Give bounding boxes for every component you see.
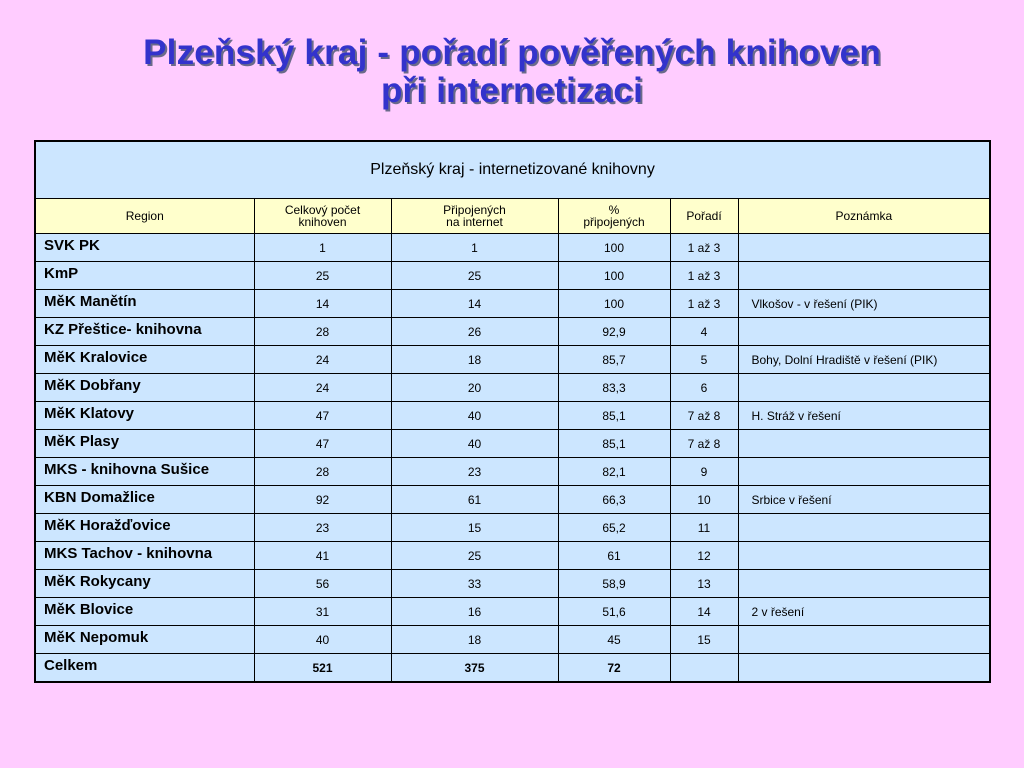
table-row <box>35 486 990 514</box>
cell-connected: 14 <box>391 290 558 318</box>
table-header-row <box>35 199 990 234</box>
cell-region: MěK Rokycany <box>35 570 254 598</box>
cell-connected: 25 <box>391 542 558 570</box>
cell-connected: 23 <box>391 458 558 486</box>
cell-note <box>738 570 990 598</box>
cell-total: 24 <box>254 346 391 374</box>
cell-region: MěK Blovice <box>35 598 254 626</box>
cell-region: MěK Kralovice <box>35 346 254 374</box>
cell-percent: 72 <box>558 654 670 683</box>
cell-note <box>738 262 990 290</box>
cell-total: 92 <box>254 486 391 514</box>
cell-percent: 100 <box>558 290 670 318</box>
table-row <box>35 402 990 430</box>
cell-connected: 40 <box>391 430 558 458</box>
cell-connected: 20 <box>391 374 558 402</box>
cell-total: 1 <box>254 234 391 262</box>
cell-percent: 92,9 <box>558 318 670 346</box>
cell-rank: 1 až 3 <box>670 290 738 318</box>
cell-connected: 15 <box>391 514 558 542</box>
cell-percent: 51,6 <box>558 598 670 626</box>
cell-connected: 1 <box>391 234 558 262</box>
column-header-total <box>254 199 391 234</box>
cell-percent: 61 <box>558 542 670 570</box>
table-body <box>35 234 990 683</box>
cell-rank: 11 <box>670 514 738 542</box>
cell-connected: 16 <box>391 598 558 626</box>
cell-note <box>738 514 990 542</box>
cell-region: MěK Manětín <box>35 290 254 318</box>
cell-rank: 9 <box>670 458 738 486</box>
cell-percent: 65,2 <box>558 514 670 542</box>
cell-total: 24 <box>254 374 391 402</box>
cell-connected: 375 <box>391 654 558 683</box>
cell-note: Bohy, Dolní Hradiště v řešení (PIK) <box>738 346 990 374</box>
cell-total: 31 <box>254 598 391 626</box>
cell-total: 47 <box>254 430 391 458</box>
cell-total: 56 <box>254 570 391 598</box>
cell-connected: 40 <box>391 402 558 430</box>
cell-region: MěK Horažďovice <box>35 514 254 542</box>
cell-connected: 61 <box>391 486 558 514</box>
cell-connected: 18 <box>391 346 558 374</box>
cell-total: 521 <box>254 654 391 683</box>
cell-rank: 1 až 3 <box>670 262 738 290</box>
cell-connected: 25 <box>391 262 558 290</box>
cell-rank: 1 až 3 <box>670 234 738 262</box>
cell-region: MěK Klatovy <box>35 402 254 430</box>
table-row <box>35 290 990 318</box>
cell-total: 40 <box>254 626 391 654</box>
cell-percent: 82,1 <box>558 458 670 486</box>
cell-region: SVK PK <box>35 234 254 262</box>
cell-percent: 58,9 <box>558 570 670 598</box>
cell-note <box>738 430 990 458</box>
cell-note: H. Stráž v řešení <box>738 402 990 430</box>
table-total-row <box>35 654 990 683</box>
column-header-connected-line-1: Připojených <box>443 203 506 217</box>
cell-connected: 33 <box>391 570 558 598</box>
table-row <box>35 570 990 598</box>
cell-percent: 83,3 <box>558 374 670 402</box>
cell-total: 23 <box>254 514 391 542</box>
cell-region: Celkem <box>35 654 254 683</box>
cell-rank: 4 <box>670 318 738 346</box>
column-header-region: Region <box>35 199 254 234</box>
cell-rank: 7 až 8 <box>670 402 738 430</box>
cell-region: MěK Nepomuk <box>35 626 254 654</box>
cell-note: 2 v řešení <box>738 598 990 626</box>
table-row <box>35 598 990 626</box>
table-row <box>35 514 990 542</box>
cell-region: MěK Dobřany <box>35 374 254 402</box>
table-row <box>35 626 990 654</box>
cell-region: KBN Domažlice <box>35 486 254 514</box>
cell-rank: 6 <box>670 374 738 402</box>
cell-note <box>738 626 990 654</box>
table-row <box>35 458 990 486</box>
cell-rank: 14 <box>670 598 738 626</box>
column-header-total-line-1: Celkový počet <box>284 203 361 217</box>
table-row <box>35 318 990 346</box>
cell-percent: 85,1 <box>558 430 670 458</box>
cell-percent: 85,7 <box>558 346 670 374</box>
page-title <box>0 34 1024 110</box>
cell-rank: 12 <box>670 542 738 570</box>
cell-rank: 5 <box>670 346 738 374</box>
cell-region: MKS Tachov - knihovna <box>35 542 254 570</box>
cell-percent: 66,3 <box>558 486 670 514</box>
cell-total: 28 <box>254 458 391 486</box>
table-caption: Plzeňský kraj - internetizované knihovny <box>35 141 990 199</box>
cell-region: KmP <box>35 262 254 290</box>
cell-total: 25 <box>254 262 391 290</box>
column-header-total-line-2: knihoven <box>298 215 347 229</box>
table-row <box>35 374 990 402</box>
column-header-percent <box>558 199 670 234</box>
cell-rank <box>670 654 738 683</box>
cell-region: KZ Přeštice- knihovna <box>35 318 254 346</box>
table-row <box>35 262 990 290</box>
cell-percent: 100 <box>558 234 670 262</box>
cell-total: 41 <box>254 542 391 570</box>
page-title-line-2: při internetizaci <box>380 71 644 110</box>
cell-connected: 18 <box>391 626 558 654</box>
table-row <box>35 542 990 570</box>
cell-region: MKS - knihovna Sušice <box>35 458 254 486</box>
column-header-percent-line-2: připojených <box>583 215 645 229</box>
cell-note <box>738 234 990 262</box>
column-header-note: Poznámka <box>738 199 990 234</box>
cell-rank: 7 až 8 <box>670 430 738 458</box>
cell-rank: 15 <box>670 626 738 654</box>
cell-total: 28 <box>254 318 391 346</box>
cell-total: 14 <box>254 290 391 318</box>
column-header-percent-line-1: % <box>608 203 620 217</box>
libraries-table <box>34 140 991 683</box>
cell-rank: 10 <box>670 486 738 514</box>
cell-percent: 45 <box>558 626 670 654</box>
column-header-connected-line-2: na internet <box>446 215 503 229</box>
cell-note <box>738 654 990 683</box>
column-header-connected <box>391 199 558 234</box>
table-row <box>35 346 990 374</box>
cell-note <box>738 374 990 402</box>
cell-note: Vlkošov - v řešení (PIK) <box>738 290 990 318</box>
cell-rank: 13 <box>670 570 738 598</box>
column-header-rank: Pořadí <box>670 199 738 234</box>
cell-note <box>738 458 990 486</box>
cell-total: 47 <box>254 402 391 430</box>
cell-region: MěK Plasy <box>35 430 254 458</box>
cell-percent: 85,1 <box>558 402 670 430</box>
cell-note <box>738 318 990 346</box>
table-row <box>35 430 990 458</box>
cell-note <box>738 542 990 570</box>
table-row <box>35 234 990 262</box>
cell-percent: 100 <box>558 262 670 290</box>
cell-connected: 26 <box>391 318 558 346</box>
cell-note: Srbice v řešení <box>738 486 990 514</box>
page-title-line-1: Plzeňský kraj - pořadí pověřených knihoven <box>143 33 881 72</box>
